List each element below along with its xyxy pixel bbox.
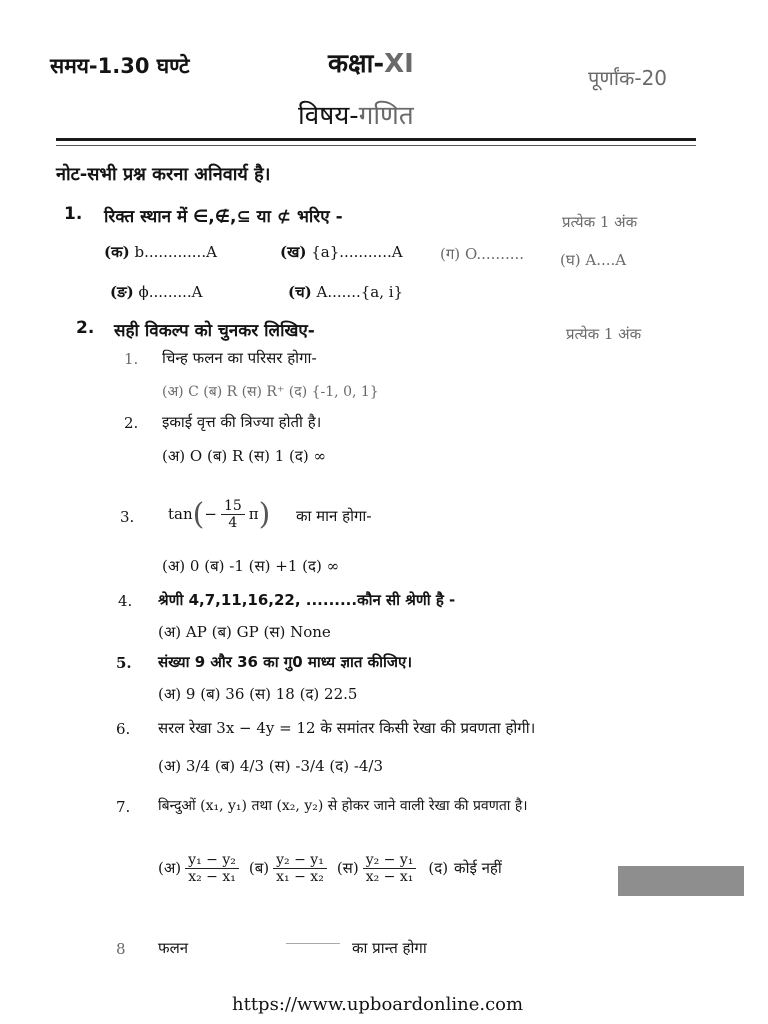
fraction-numerator: 15 [221, 498, 245, 515]
part-text: A.......{a, i} [316, 283, 404, 301]
frac-sign: − [204, 505, 217, 523]
part-text: A....A [585, 251, 627, 269]
fraction-numerator: y₂ − y₁ [363, 852, 417, 869]
part-label: (घ) [560, 251, 581, 269]
q2-6-text: सरल रेखा 3x − 4y = 12 के समांतर किसी रेखा की प्रवणता होगी। [158, 719, 536, 737]
q2-4-number: 4. [118, 592, 133, 610]
q2-8-text: फलन [158, 939, 189, 957]
opt-text: कोई नहीं [454, 859, 502, 877]
marks-prefix: पूर्णांक- [588, 66, 642, 90]
subject-value: गणित [358, 101, 414, 131]
part-text: {a}...........A [311, 243, 403, 261]
frac-pi: π [248, 505, 259, 523]
tan-prefix: tan [168, 505, 193, 523]
subject-prefix: विषय- [298, 101, 359, 131]
q2-6-options: (अ) 3/4 (ब) 4/3 (स) -3/4 (द) -4/3 [158, 757, 384, 775]
q2-8-faded-expression [262, 928, 342, 960]
q2-4-text: श्रेणी 4,7,11,16,22, .........कौन सी श्रेणी है - [158, 591, 456, 609]
q2-1-options: (अ) C (ब) R (स) R⁺ (द) {-1, 0, 1} [162, 384, 379, 400]
part-text: b.............A [134, 243, 217, 261]
part-label: (ख) [280, 243, 307, 261]
q2-3-expression [168, 484, 270, 544]
note-text: नोट-सभी प्रश्न करना अनिवार्य है। [56, 164, 271, 185]
header-rule-thin [56, 145, 696, 146]
opt-label: (अ) [158, 859, 182, 877]
paren-right: ) [258, 496, 271, 532]
fraction-denominator: x₁ − x₂ [276, 868, 324, 885]
q2-4-options: (अ) AP (ब) GP (स) None [158, 623, 331, 641]
q1-number: 1. [64, 204, 83, 224]
q2-2-text: इकाई वृत्त की त्रिज्या होती है। [162, 413, 322, 431]
part-text: ϕ.........A [138, 283, 203, 301]
option-c-fraction [363, 852, 417, 885]
q2-text: सही विकल्प को चुनकर लिखिए- [114, 321, 315, 341]
part-label: (ग) [440, 245, 461, 263]
q2-7-number: 7. [116, 798, 131, 816]
q2-7-options [158, 840, 502, 896]
q1-part-cha [288, 282, 403, 302]
q1-part-kha [280, 242, 403, 262]
q2-6-number: 6. [116, 720, 131, 738]
marks-label [588, 64, 667, 91]
class-value: XI [384, 49, 414, 79]
part-label: (क) [104, 243, 130, 261]
opt-label: (ब) [248, 859, 270, 877]
q2-8-text-end: का प्रान्त होगा [352, 939, 427, 957]
opt-label: (द) [428, 859, 449, 877]
fraction-denominator: 4 [228, 514, 238, 531]
marks-value: 20 [641, 66, 668, 90]
q2-7-text: बिन्दुओं (x₁, y₁) तथा (x₂, y₂) से होकर जाने वाली रेखा की प्रवणता है। [158, 798, 528, 814]
q2-marks: प्रत्येक 1 अंक [566, 325, 642, 343]
q1-text: रिक्त स्थान में ∈,∉,⊆ या ⊄ भरिए - [104, 207, 343, 227]
option-b-fraction [273, 852, 327, 885]
q1-part-gha [560, 250, 626, 270]
fraction-numerator: y₂ − y₁ [273, 852, 327, 869]
subject-label [298, 96, 414, 132]
part-label: (ङ) [110, 283, 134, 301]
q2-3-options: (अ) 0 (ब) -1 (स) +1 (द) ∞ [162, 557, 340, 575]
paren-left: ( [192, 496, 205, 532]
opt-label: (स) [336, 859, 359, 877]
q2-1-number: 1. [124, 350, 139, 368]
part-text: O.......... [464, 245, 525, 263]
q2-5-text: संख्या 9 और 36 का गु0 माध्य ज्ञात कीजिए। [158, 653, 413, 671]
q2-8-number: 8 [116, 940, 126, 958]
time-label: समय-1.30 घण्टे [50, 54, 190, 78]
q2-2-options: (अ) O (ब) R (स) 1 (द) ∞ [162, 447, 326, 465]
q1-part-ga [440, 244, 524, 264]
q1-part-ka [104, 242, 217, 262]
footer-url[interactable]: https://www.upboardonline.com [232, 994, 524, 1015]
q1-part-nga [110, 282, 203, 302]
option-a-fraction [185, 852, 239, 885]
class-prefix: कक्षा- [328, 49, 385, 79]
q2-3-text: का मान होगा- [296, 507, 372, 525]
header-rule [56, 138, 696, 141]
scan-smudge [618, 866, 744, 896]
fraction-denominator: x₂ − x₁ [188, 868, 236, 885]
fraction-numerator: y₁ − y₂ [185, 852, 239, 869]
q2-1-text: चिन्ह फलन का परिसर होगा- [162, 349, 317, 367]
q2-5-options: (अ) 9 (ब) 36 (स) 18 (द) 22.5 [158, 685, 358, 703]
q2-5-number: 5. [116, 654, 132, 672]
q1-marks: प्रत्येक 1 अंक [562, 213, 638, 231]
q2-3-number: 3. [120, 508, 135, 526]
q2-2-number: 2. [124, 414, 139, 432]
part-label: (च) [288, 283, 312, 301]
class-label [328, 44, 414, 80]
q2-number: 2. [76, 318, 95, 338]
fraction-denominator: x₂ − x₁ [365, 868, 414, 885]
tan-fraction [221, 498, 245, 531]
